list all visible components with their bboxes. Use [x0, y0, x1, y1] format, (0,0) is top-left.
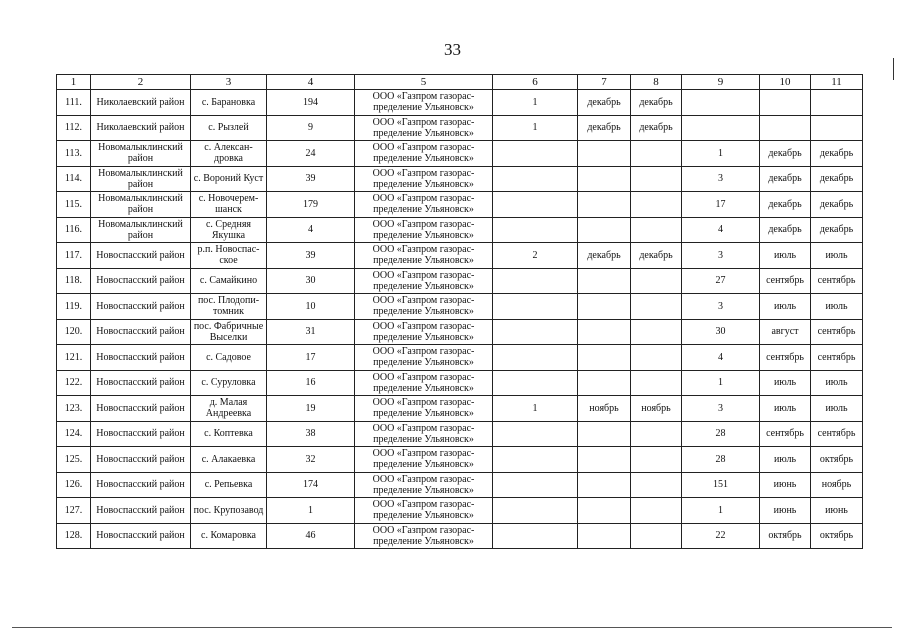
- col7-cell: [578, 141, 631, 167]
- col10-cell: июнь: [760, 472, 811, 498]
- col10-cell: июль: [760, 294, 811, 320]
- locality-cell: с. Суруловка: [191, 370, 267, 396]
- col10-cell: июль: [760, 370, 811, 396]
- col8-cell: декабрь: [631, 243, 682, 269]
- count-cell: 39: [267, 166, 355, 192]
- col6-cell: [493, 345, 578, 371]
- row-number: 122.: [57, 370, 91, 396]
- row-number: 113.: [57, 141, 91, 167]
- table-row: [57, 268, 863, 294]
- col7-cell: ноябрь: [578, 396, 631, 422]
- col7-cell: [578, 319, 631, 345]
- row-number: 112.: [57, 115, 91, 141]
- col6-cell: [493, 498, 578, 524]
- col9-cell: 17: [682, 192, 760, 218]
- table-row: [57, 294, 863, 320]
- col7-cell: [578, 498, 631, 524]
- column-header-9: 9: [682, 75, 760, 90]
- col11-cell: [811, 90, 863, 116]
- count-cell: 174: [267, 472, 355, 498]
- col7-cell: декабрь: [578, 90, 631, 116]
- col11-cell: октябрь: [811, 523, 863, 549]
- district-cell: Новоспасский район: [91, 345, 191, 371]
- col8-cell: [631, 319, 682, 345]
- col7-cell: [578, 523, 631, 549]
- col10-cell: декабрь: [760, 192, 811, 218]
- col9-cell: 1: [682, 141, 760, 167]
- row-number: 116.: [57, 217, 91, 243]
- table-row: [57, 421, 863, 447]
- col6-cell: [493, 217, 578, 243]
- col10-cell: июль: [760, 396, 811, 422]
- col8-cell: декабрь: [631, 115, 682, 141]
- organization-cell: ООО «Газпром газорас-пределение Ульяновск»: [355, 523, 493, 549]
- col7-cell: [578, 421, 631, 447]
- col10-cell: август: [760, 319, 811, 345]
- organization-cell: ООО «Газпром газорас-пределение Ульяновск»: [355, 319, 493, 345]
- count-cell: 10: [267, 294, 355, 320]
- organization-cell: ООО «Газпром газорас-пределение Ульяновск»: [355, 243, 493, 269]
- col8-cell: [631, 192, 682, 218]
- table-row: [57, 345, 863, 371]
- district-cell: Новоспасский район: [91, 396, 191, 422]
- table-row: [57, 472, 863, 498]
- district-cell: Николаевский район: [91, 115, 191, 141]
- locality-cell: с. Барановка: [191, 90, 267, 116]
- locality-cell: р.п. Новоспас-ское: [191, 243, 267, 269]
- organization-cell: ООО «Газпром газорас-пределение Ульяновск»: [355, 498, 493, 524]
- count-cell: 1: [267, 498, 355, 524]
- col8-cell: [631, 523, 682, 549]
- col9-cell: 3: [682, 166, 760, 192]
- col11-cell: сентябрь: [811, 421, 863, 447]
- col6-cell: 1: [493, 115, 578, 141]
- bottom-rule: [12, 627, 892, 628]
- col10-cell: декабрь: [760, 166, 811, 192]
- col9-cell: 4: [682, 345, 760, 371]
- row-number: 120.: [57, 319, 91, 345]
- locality-cell: пос. Крупозавод: [191, 498, 267, 524]
- gasification-table: [56, 74, 863, 549]
- col11-cell: декабрь: [811, 192, 863, 218]
- col7-cell: декабрь: [578, 243, 631, 269]
- count-cell: 194: [267, 90, 355, 116]
- col6-cell: 1: [493, 396, 578, 422]
- col8-cell: [631, 345, 682, 371]
- count-cell: 31: [267, 319, 355, 345]
- col9-cell: 30: [682, 319, 760, 345]
- col8-cell: [631, 498, 682, 524]
- count-cell: 24: [267, 141, 355, 167]
- district-cell: Новомалыклинский район: [91, 166, 191, 192]
- table-row: [57, 192, 863, 218]
- column-header-3: 3: [191, 75, 267, 90]
- organization-cell: ООО «Газпром газорас-пределение Ульяновск»: [355, 345, 493, 371]
- col7-cell: [578, 166, 631, 192]
- col11-cell: ноябрь: [811, 472, 863, 498]
- count-cell: 9: [267, 115, 355, 141]
- col11-cell: декабрь: [811, 166, 863, 192]
- col6-cell: [493, 166, 578, 192]
- organization-cell: ООО «Газпром газорас-пределение Ульяновск»: [355, 115, 493, 141]
- col7-cell: [578, 217, 631, 243]
- col10-cell: [760, 115, 811, 141]
- col6-cell: [493, 192, 578, 218]
- locality-cell: с. Алексан-дровка: [191, 141, 267, 167]
- organization-cell: ООО «Газпром газорас-пределение Ульяновск»: [355, 294, 493, 320]
- col10-cell: декабрь: [760, 217, 811, 243]
- locality-cell: с. Коптевка: [191, 421, 267, 447]
- table-header-row: [57, 75, 863, 90]
- col8-cell: [631, 166, 682, 192]
- col8-cell: [631, 141, 682, 167]
- row-number: 128.: [57, 523, 91, 549]
- col8-cell: [631, 268, 682, 294]
- col8-cell: декабрь: [631, 90, 682, 116]
- locality-cell: с. Репьевка: [191, 472, 267, 498]
- col11-cell: декабрь: [811, 141, 863, 167]
- col9-cell: 3: [682, 396, 760, 422]
- district-cell: Новоспасский район: [91, 319, 191, 345]
- col7-cell: [578, 192, 631, 218]
- table-row: [57, 166, 863, 192]
- organization-cell: ООО «Газпром газорас-пределение Ульяновск»: [355, 396, 493, 422]
- col7-cell: декабрь: [578, 115, 631, 141]
- column-header-11: 11: [811, 75, 863, 90]
- col8-cell: [631, 370, 682, 396]
- col11-cell: октябрь: [811, 447, 863, 473]
- col6-cell: [493, 421, 578, 447]
- locality-cell: с. Рызлей: [191, 115, 267, 141]
- table-row: [57, 498, 863, 524]
- district-cell: Новоспасский район: [91, 472, 191, 498]
- row-number: 111.: [57, 90, 91, 116]
- table-row: [57, 319, 863, 345]
- row-number: 115.: [57, 192, 91, 218]
- col6-cell: [493, 294, 578, 320]
- locality-cell: с. Алакаевка: [191, 447, 267, 473]
- col8-cell: [631, 447, 682, 473]
- district-cell: Новомалыклинский район: [91, 217, 191, 243]
- locality-cell: с. Самайкино: [191, 268, 267, 294]
- col6-cell: [493, 472, 578, 498]
- district-cell: Новоспасский район: [91, 294, 191, 320]
- col9-cell: 28: [682, 447, 760, 473]
- row-number: 119.: [57, 294, 91, 320]
- locality-cell: пос. Плодопи-томник: [191, 294, 267, 320]
- locality-cell: с. Садовое: [191, 345, 267, 371]
- col7-cell: [578, 447, 631, 473]
- organization-cell: ООО «Газпром газорас-пределение Ульяновск»: [355, 421, 493, 447]
- col9-cell: 3: [682, 294, 760, 320]
- col6-cell: 2: [493, 243, 578, 269]
- locality-cell: пос. Фабричные Выселки: [191, 319, 267, 345]
- district-cell: Новоспасский район: [91, 268, 191, 294]
- col6-cell: [493, 447, 578, 473]
- column-header-6: 6: [493, 75, 578, 90]
- col11-cell: июль: [811, 396, 863, 422]
- count-cell: 32: [267, 447, 355, 473]
- column-header-4: 4: [267, 75, 355, 90]
- margin-mark: [893, 58, 894, 80]
- column-header-5: 5: [355, 75, 493, 90]
- col8-cell: [631, 294, 682, 320]
- row-number: 125.: [57, 447, 91, 473]
- col10-cell: июль: [760, 447, 811, 473]
- col8-cell: [631, 472, 682, 498]
- organization-cell: ООО «Газпром газорас-пределение Ульяновск»: [355, 166, 493, 192]
- row-number: 124.: [57, 421, 91, 447]
- count-cell: 16: [267, 370, 355, 396]
- col9-cell: 22: [682, 523, 760, 549]
- column-header-7: 7: [578, 75, 631, 90]
- col6-cell: [493, 268, 578, 294]
- district-cell: Новоспасский район: [91, 498, 191, 524]
- col11-cell: июль: [811, 294, 863, 320]
- column-header-2: 2: [91, 75, 191, 90]
- count-cell: 17: [267, 345, 355, 371]
- col8-cell: [631, 217, 682, 243]
- organization-cell: ООО «Газпром газорас-пределение Ульяновск»: [355, 192, 493, 218]
- organization-cell: ООО «Газпром газорас-пределение Ульяновск»: [355, 447, 493, 473]
- col9-cell: 27: [682, 268, 760, 294]
- col6-cell: [493, 370, 578, 396]
- col9-cell: 151: [682, 472, 760, 498]
- col10-cell: июнь: [760, 498, 811, 524]
- organization-cell: ООО «Газпром газорас-пределение Ульяновск»: [355, 141, 493, 167]
- col11-cell: [811, 115, 863, 141]
- table-row: [57, 447, 863, 473]
- row-number: 114.: [57, 166, 91, 192]
- col10-cell: октябрь: [760, 523, 811, 549]
- district-cell: Новоспасский район: [91, 370, 191, 396]
- table-row: [57, 115, 863, 141]
- col11-cell: сентябрь: [811, 268, 863, 294]
- col9-cell: 1: [682, 498, 760, 524]
- col10-cell: июль: [760, 243, 811, 269]
- col7-cell: [578, 370, 631, 396]
- count-cell: 38: [267, 421, 355, 447]
- locality-cell: с. Средняя Якушка: [191, 217, 267, 243]
- district-cell: Николаевский район: [91, 90, 191, 116]
- district-cell: Новомалыклинский район: [91, 141, 191, 167]
- col7-cell: [578, 268, 631, 294]
- row-number: 118.: [57, 268, 91, 294]
- count-cell: 19: [267, 396, 355, 422]
- col9-cell: 28: [682, 421, 760, 447]
- col9-cell: [682, 90, 760, 116]
- organization-cell: ООО «Газпром газорас-пределение Ульяновск»: [355, 217, 493, 243]
- col11-cell: сентябрь: [811, 345, 863, 371]
- table-row: [57, 243, 863, 269]
- district-cell: Новоспасский район: [91, 421, 191, 447]
- organization-cell: ООО «Газпром газорас-пределение Ульяновск»: [355, 472, 493, 498]
- column-header-1: 1: [57, 75, 91, 90]
- col10-cell: сентябрь: [760, 421, 811, 447]
- column-header-10: 10: [760, 75, 811, 90]
- col10-cell: сентябрь: [760, 268, 811, 294]
- col11-cell: июль: [811, 243, 863, 269]
- organization-cell: ООО «Газпром газорас-пределение Ульяновск»: [355, 90, 493, 116]
- count-cell: 39: [267, 243, 355, 269]
- col7-cell: [578, 294, 631, 320]
- table-row: [57, 396, 863, 422]
- col10-cell: сентябрь: [760, 345, 811, 371]
- row-number: 123.: [57, 396, 91, 422]
- table-row: [57, 370, 863, 396]
- row-number: 127.: [57, 498, 91, 524]
- col6-cell: [493, 141, 578, 167]
- col10-cell: [760, 90, 811, 116]
- col9-cell: [682, 115, 760, 141]
- col7-cell: [578, 345, 631, 371]
- col9-cell: 1: [682, 370, 760, 396]
- col8-cell: [631, 421, 682, 447]
- col8-cell: ноябрь: [631, 396, 682, 422]
- table-row: [57, 217, 863, 243]
- col9-cell: 4: [682, 217, 760, 243]
- count-cell: 179: [267, 192, 355, 218]
- district-cell: Новоспасский район: [91, 523, 191, 549]
- col11-cell: июль: [811, 370, 863, 396]
- organization-cell: ООО «Газпром газорас-пределение Ульяновск»: [355, 370, 493, 396]
- district-cell: Новоспасский район: [91, 243, 191, 269]
- count-cell: 46: [267, 523, 355, 549]
- locality-cell: с. Вороний Куст: [191, 166, 267, 192]
- column-header-8: 8: [631, 75, 682, 90]
- table-row: [57, 90, 863, 116]
- locality-cell: д. Малая Андреевка: [191, 396, 267, 422]
- table-row: [57, 141, 863, 167]
- page-number: 33: [444, 40, 461, 59]
- district-cell: Новоспасский район: [91, 447, 191, 473]
- col6-cell: [493, 523, 578, 549]
- col9-cell: 3: [682, 243, 760, 269]
- col10-cell: декабрь: [760, 141, 811, 167]
- row-number: 117.: [57, 243, 91, 269]
- locality-cell: с. Комаровка: [191, 523, 267, 549]
- col6-cell: 1: [493, 90, 578, 116]
- row-number: 121.: [57, 345, 91, 371]
- col11-cell: сентябрь: [811, 319, 863, 345]
- organization-cell: ООО «Газпром газорас-пределение Ульяновск»: [355, 268, 493, 294]
- count-cell: 30: [267, 268, 355, 294]
- col6-cell: [493, 319, 578, 345]
- col7-cell: [578, 472, 631, 498]
- row-number: 126.: [57, 472, 91, 498]
- col11-cell: июнь: [811, 498, 863, 524]
- table-row: [57, 523, 863, 549]
- col11-cell: декабрь: [811, 217, 863, 243]
- locality-cell: с. Новочерем-шанск: [191, 192, 267, 218]
- district-cell: Новомалыклинский район: [91, 192, 191, 218]
- count-cell: 4: [267, 217, 355, 243]
